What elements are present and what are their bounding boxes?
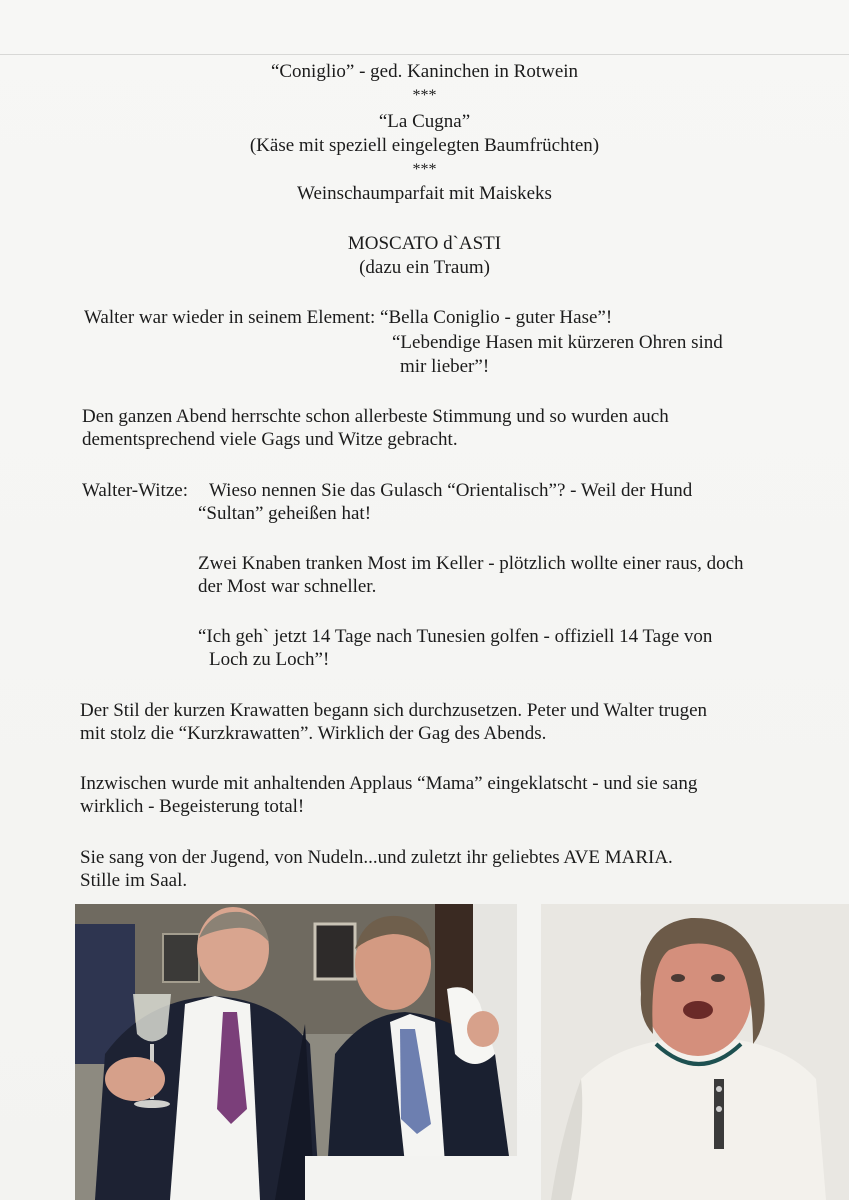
mood-paragraph-line-1: Den ganzen Abend herrschte schon allerbeste Stimmung und so wurden auch bbox=[82, 406, 669, 427]
joke-3-line-1: “Ich geh` jetzt 14 Tage nach Tunesien golfen - offiziell 14 Tage von bbox=[198, 626, 713, 647]
tie-paragraph-line-2: mit stolz die “Kurzkrawatten”. Wirklich der Gag des Abends. bbox=[80, 723, 547, 744]
menu-separator-2: *** bbox=[412, 161, 437, 178]
top-edge-rule bbox=[0, 54, 849, 55]
joke-1-line-2: “Sultan” geheißen hat! bbox=[198, 503, 372, 524]
jokes-label: Walter-Witze: bbox=[82, 480, 188, 501]
menu-wine-name: MOSCATO d`ASTI bbox=[347, 233, 502, 254]
joke-2-line-1: Zwei Knaben tranken Most im Keller - plötzlich wollte einer raus, doch bbox=[198, 553, 744, 574]
joke-3-line-2: Loch zu Loch”! bbox=[209, 649, 330, 670]
tie-paragraph-line-1: Der Stil der kurzen Krawatten begann sich durchzusetzen. Peter und Walter trugen bbox=[80, 700, 707, 721]
menu-separator-1: *** bbox=[412, 87, 437, 104]
walter-quote-line-2: “Lebendige Hasen mit kürzeren Ohren sind bbox=[392, 332, 723, 353]
walter-quote-line-3: mir lieber”! bbox=[400, 356, 490, 377]
mama-paragraph-line-1: Inzwischen wurde mit anhaltenden Applaus “Mama” eingeklatscht - und sie sang bbox=[80, 773, 698, 794]
walter-quote-line-1: Walter war wieder in seinem Element: “Bella Coniglio - guter Hase”! bbox=[84, 307, 613, 328]
joke-1-line-1: Wieso nennen Sie das Gulasch “Orientalisch”? - Weil der Hund bbox=[209, 480, 693, 501]
menu-wine-note: (dazu ein Traum) bbox=[359, 257, 490, 278]
song-paragraph-line-2: Stille im Saal. bbox=[80, 870, 188, 891]
song-paragraph-line-1: Sie sang von der Jugend, von Nudeln...und zuletzt ihr geliebtes AVE MARIA. bbox=[80, 847, 673, 868]
menu-course-2-name: “La Cugna” bbox=[378, 111, 471, 132]
photo-two-men-laughing bbox=[75, 904, 517, 1200]
mama-paragraph-line-2: wirklich - Begeisterung total! bbox=[80, 796, 305, 817]
menu-course-1: “Coniglio” - ged. Kaninchen in Rotwein bbox=[270, 61, 579, 82]
joke-2-line-2: der Most war schneller. bbox=[198, 576, 377, 597]
menu-course-2-desc: (Käse mit speziell eingelegten Baumfrüchten) bbox=[249, 135, 600, 156]
mood-paragraph-line-2: dementsprechend viele Gags und Witze gebracht. bbox=[82, 429, 458, 450]
photo-singing-woman bbox=[541, 904, 849, 1200]
menu-course-3: Weinschaumparfait mit Maiskeks bbox=[297, 183, 552, 204]
